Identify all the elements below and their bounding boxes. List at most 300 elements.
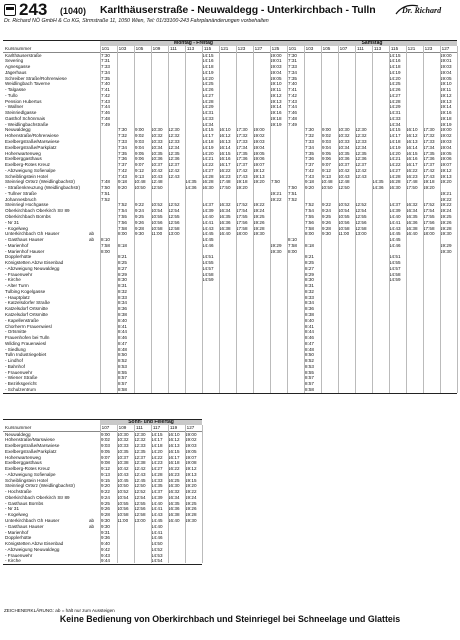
departure-time: 12:37 [168, 162, 180, 168]
departure-time: 14:17 [151, 437, 163, 443]
departure-time: 9:20 [118, 185, 127, 191]
departure-time: 7:56 [305, 219, 314, 225]
departure-time: 7:35 [305, 150, 314, 156]
departure-time: 10:56 [338, 219, 350, 225]
departure-time: 12:42 [355, 167, 367, 173]
stop-name: Scheiblingstein Hotel [5, 173, 48, 179]
departure-time: 14:16 [389, 58, 401, 64]
departure-time: 10:56 [151, 219, 163, 225]
stop-name: - Bezirksgericht [5, 381, 37, 387]
departure-time: 7:33 [305, 139, 314, 145]
departure-time: 16:32 [168, 489, 180, 495]
departure-time: 10:58 [338, 225, 350, 231]
column-divider [117, 425, 118, 564]
departure-time: 7:31 [101, 58, 110, 64]
departure-time: 9:26 [135, 219, 144, 225]
stop-name: Königstetten Abzw Eisenbad [5, 541, 64, 547]
departure-time: 19:02 [185, 437, 197, 443]
departure-time: 19:30 [440, 231, 452, 237]
course-number: 127 [186, 424, 195, 430]
table-rule [3, 419, 202, 420]
departure-time: 9:18 [305, 179, 314, 185]
departure-time: 16:25 [168, 477, 180, 483]
column-divider [202, 425, 203, 564]
departure-time: 9:00 [101, 431, 110, 437]
departure-time: 8:40 [118, 317, 127, 323]
departure-time: 14:15 [151, 431, 163, 437]
departure-time: 19:13 [253, 173, 265, 179]
stop-name: Exelbergstraße/Marswiese [5, 443, 60, 449]
departure-time: 14:18 [151, 443, 163, 449]
departure-time: 8:41 [305, 323, 314, 329]
departure-time: 8:57 [305, 381, 314, 387]
departure-time: 16:10 [219, 127, 231, 133]
departure-time: 14:25 [389, 81, 401, 87]
departure-time: 17:54 [423, 208, 435, 214]
departure-time: 7:34 [305, 144, 314, 150]
departure-time: 12:58 [168, 225, 180, 231]
column-divider [270, 46, 271, 393]
table-rule [3, 40, 457, 41]
departure-time: 7:30 [118, 127, 127, 133]
departure-time: 12:56 [134, 506, 146, 512]
departure-time: 10:48 [134, 179, 146, 185]
departure-time: 14:55 [202, 260, 214, 266]
departure-time: 14:29 [389, 104, 401, 110]
departure-time: 7:52 [118, 202, 127, 208]
departure-time: 10:43 [338, 173, 350, 179]
course-number: 107 [339, 45, 348, 51]
departure-time: 12:35 [168, 150, 180, 156]
departure-time: 7:37 [118, 162, 127, 168]
departure-time: 9:36 [101, 535, 110, 541]
departure-time: 17:37 [236, 162, 248, 168]
stop-name: Oberkirchbach Oberkirch Str 89 [5, 494, 70, 500]
departure-time: 9:43 [101, 552, 110, 558]
departure-time: 8:10 [288, 237, 297, 243]
departure-time: 8:58 [305, 386, 314, 392]
departure-time: 11:00 [117, 518, 129, 524]
departure-time: 9:30 [101, 518, 110, 524]
departure-time: 7:58 [118, 225, 127, 231]
departure-time: 7:55 [118, 213, 127, 219]
course-number: 109 [118, 424, 127, 430]
stop-name: - Schulzentrum [5, 386, 36, 392]
departure-time: 19:18 [440, 115, 452, 121]
departure-time: 12:36 [168, 156, 180, 162]
departure-time: 10:43 [151, 173, 163, 179]
departure-time: 19:10 [440, 81, 452, 87]
departure-time: 14:35 [151, 483, 163, 489]
course-number: 115 [203, 45, 212, 51]
stop-name: Exelbergstraße/Marswiese [5, 139, 60, 145]
departure-time: 17:35 [423, 150, 435, 156]
departure-time: 14:22 [389, 162, 401, 168]
departure-time: 14:52 [151, 546, 163, 552]
departure-time: 14:28 [389, 98, 401, 104]
departure-time: 17:56 [236, 219, 248, 225]
departure-time: 19:25 [253, 213, 265, 219]
departure-time: 10:56 [117, 506, 129, 512]
stop-name: Dopplerhütte [5, 535, 32, 541]
departure-time: 7:48 [101, 179, 110, 185]
departure-time: 19:16 [270, 110, 282, 116]
departure-time: 7:44 [101, 104, 110, 110]
course-number: 103 [305, 45, 314, 51]
departure-time: 17:35 [236, 150, 248, 156]
column-divider [100, 46, 101, 393]
departure-time: 14:46 [151, 535, 163, 541]
departure-time: 14:28 [202, 173, 214, 179]
departure-time: 16:38 [406, 225, 418, 231]
departure-time: 16:36 [168, 506, 180, 512]
departure-time: 12:43 [355, 173, 367, 179]
course-number: 115 [390, 45, 399, 51]
departure-time: 10:55 [117, 500, 129, 506]
departure-time: 9:05 [135, 150, 144, 156]
stop-name: - Marienhof [5, 242, 29, 248]
stop-name: Höhenstraße/Rohrerwiese [5, 133, 59, 139]
stop-name: - Katzelsdorfer Straße [5, 300, 50, 306]
departure-time: 14:26 [389, 87, 401, 93]
stop-name: Steinriegl Ortsrz (Weidlingbachstr) [5, 483, 75, 489]
departure-time: 8:32 [305, 288, 314, 294]
departure-time: 9:03 [135, 139, 144, 145]
departure-time: 8:52 [305, 358, 314, 364]
departure-time: 7:34 [101, 69, 110, 75]
departure-time: 19:22 [270, 196, 282, 202]
departure-time: 17:36 [423, 156, 435, 162]
departure-time: 14:35 [185, 179, 197, 185]
column-divider [168, 46, 169, 393]
departure-time: 16:17 [168, 454, 180, 460]
course-number: 123 [424, 45, 433, 51]
course-number: 105 [322, 45, 331, 51]
departure-time: 17:50 [219, 185, 231, 191]
departure-time: 9:02 [101, 437, 110, 443]
departure-time: 12:54 [134, 494, 146, 500]
departure-time: 9:02 [135, 133, 144, 139]
departure-time: 9:05 [322, 150, 331, 156]
stop-name: Unterkirchbach Gh Hauser [5, 231, 60, 237]
course-number: 101 [101, 45, 110, 51]
departure-time: 17:43 [236, 173, 248, 179]
departure-time: 10:58 [117, 512, 129, 518]
departure-time: 7:54 [305, 208, 314, 214]
stop-name: Oberkirchbach Bornbs [5, 213, 51, 219]
stop-name: Neuwaldegg [5, 431, 31, 437]
stop-name: - Kogelweg [5, 225, 28, 231]
departure-time: 7:33 [288, 64, 297, 70]
route-code: (1040) [60, 6, 87, 16]
column-divider [185, 425, 186, 564]
departure-time: 16:30 [202, 185, 214, 191]
departure-time: 9:25 [101, 500, 110, 506]
stop-name: Katzelsdorf Ortsmitte [5, 311, 48, 317]
stop-name: Exelberg-Rotes Kreuz [5, 162, 50, 168]
column-divider [457, 46, 458, 393]
departure-time: 16:35 [219, 213, 231, 219]
departure-time: 7:32 [118, 133, 127, 139]
stop-name: - Frauenwehr [5, 552, 33, 558]
departure-time: 14:19 [389, 69, 401, 75]
departure-time: 10:34 [151, 144, 163, 150]
departure-time: 9:22 [101, 489, 110, 495]
departure-time: 19:03 [185, 443, 197, 449]
departure-time: 7:52 [305, 202, 314, 208]
departure-time: 9:24 [135, 208, 144, 214]
departure-time: 14:15 [202, 52, 214, 58]
departure-time: 19:19 [440, 121, 452, 127]
stop-name: Severing [5, 58, 24, 64]
departure-time: 12:30 [355, 127, 367, 133]
departure-time: 12:50 [338, 185, 350, 191]
departure-time: 14:27 [202, 92, 214, 98]
departure-time: 8:44 [118, 329, 127, 335]
departure-time: 10:52 [117, 489, 129, 495]
departure-time: 8:46 [305, 335, 314, 341]
departure-time: 19:08 [185, 460, 197, 466]
departure-time: 16:38 [219, 225, 231, 231]
departure-time: 11:00 [151, 231, 163, 237]
departure-time: 14:35 [372, 179, 384, 185]
stop-name: - Kogelweg [5, 512, 28, 518]
column-divider [117, 46, 118, 393]
departure-time: 12:32 [355, 133, 367, 139]
departure-time: 10:48 [321, 179, 333, 185]
departure-time: 7:37 [305, 162, 314, 168]
departure-time: 10:34 [338, 144, 350, 150]
departure-time: 16:22 [219, 167, 231, 173]
departure-time: 9:15 [101, 477, 110, 483]
departure-time: 7:35 [101, 75, 110, 81]
stop-name: - Straßenkreuzung (Weidlingbachstr) [5, 185, 80, 191]
departure-time: 8:50 [118, 352, 127, 358]
stop-name: Karlthäuserstraße [5, 52, 42, 58]
departure-time: 9:12 [101, 466, 110, 472]
stop-name: - Gasthaus Hauser [5, 523, 44, 529]
departure-time: 14:19 [202, 69, 214, 75]
departure-time: 7:36 [118, 156, 127, 162]
service-notice: Keine Bedienung von Oberkirchbach und Steinriegel bei Schneelage und Glatteis [59, 614, 401, 624]
departure-time: 10:32 [151, 133, 163, 139]
departure-time: 10:54 [117, 494, 129, 500]
departure-time: 7:41 [101, 87, 110, 93]
departure-time: 12:54 [168, 208, 180, 214]
departure-time: 9:06 [322, 156, 331, 162]
departure-time: 14:28 [151, 471, 163, 477]
departure-time: 7:35 [118, 150, 127, 156]
departure-time: 9:42 [101, 546, 110, 552]
departure-time: 19:04 [253, 144, 265, 150]
departure-time: 7:30 [305, 127, 314, 133]
departure-time: 19:01 [440, 58, 452, 64]
column-divider [168, 425, 169, 564]
departure-time: 14:27 [151, 466, 163, 472]
departure-time: 19:18 [423, 179, 435, 185]
departure-time: 12:36 [355, 156, 367, 162]
departure-time: 8:36 [118, 306, 127, 312]
departure-time: 10:37 [117, 454, 129, 460]
departure-time: 8:33 [118, 294, 127, 300]
stop-name: Tulbing Kogelgasse [5, 288, 46, 294]
departure-time: 16:23 [219, 173, 231, 179]
column-divider [134, 46, 135, 393]
departure-time: 10:32 [338, 133, 350, 139]
departure-time: 7:52 [101, 196, 110, 202]
departure-time: 14:41 [151, 506, 163, 512]
departure-time: 10:55 [151, 213, 163, 219]
departure-time: 14:33 [202, 115, 214, 121]
departure-time: 19:20 [185, 483, 197, 489]
departure-time: 8:55 [305, 369, 314, 375]
departure-time: 13:00 [134, 518, 146, 524]
departure-time: 19:22 [185, 489, 197, 495]
stop-row [3, 431, 203, 438]
departure-time: 9:12 [135, 167, 144, 173]
departure-time: 19:22 [440, 202, 452, 208]
departure-time: 17:54 [236, 208, 248, 214]
course-number: 105 [135, 45, 144, 51]
departure-time: 10:33 [151, 139, 163, 145]
saturday-band: Samstag [287, 40, 457, 46]
departure-time: 16:40 [168, 518, 180, 524]
departure-time: 16:23 [406, 173, 418, 179]
departure-time: 7:46 [101, 110, 110, 116]
departure-time: 10:33 [117, 443, 129, 449]
departure-time: 8:21 [305, 254, 314, 260]
departure-time: 10:35 [117, 448, 129, 454]
departure-time: 19:07 [440, 162, 452, 168]
stop-name: Hohenwartenweg [5, 150, 41, 156]
departure-time: 8:10 [101, 237, 110, 243]
departure-time: 7:43 [118, 173, 127, 179]
departure-time: 14:31 [202, 110, 214, 116]
departure-time: 14:58 [389, 271, 401, 277]
stop-name: - Frauenwehr [5, 271, 33, 277]
departure-time: 17:37 [423, 162, 435, 168]
departure-time: 12:33 [134, 443, 146, 449]
departure-time: 14:36 [372, 185, 384, 191]
departure-time: 9:24 [322, 208, 331, 214]
departure-time: 14:18 [389, 139, 401, 145]
departure-time: 12:48 [338, 179, 350, 185]
departure-time: 8:32 [118, 288, 127, 294]
departure-time: 14:57 [389, 265, 401, 271]
stop-name: - Wallner [5, 104, 24, 110]
departure-time: 8:31 [305, 283, 314, 289]
departure-time: 19:12 [253, 167, 265, 173]
operator-logo-text: Dr. Richard [402, 6, 442, 15]
departure-time: 7:43 [288, 98, 297, 104]
departure-time: 9:25 [135, 213, 144, 219]
column-divider [338, 46, 339, 393]
stop-name: - Abzweigung Sofienalpe [5, 167, 56, 173]
departure-time: 14:15 [389, 52, 401, 58]
departure-time: 19:25 [440, 213, 452, 219]
departure-time: 9:00 [135, 127, 144, 133]
departure-time: 9:04 [322, 144, 331, 150]
departure-time: 9:22 [322, 202, 331, 208]
departure-time: 10:42 [151, 167, 163, 173]
stop-name: - Wiener Straße [5, 375, 38, 381]
departure-time: 10:54 [338, 208, 350, 214]
departure-time: 16:12 [406, 133, 418, 139]
departure-time: 7:44 [288, 104, 297, 110]
departure-time: 14:45 [389, 231, 401, 237]
departure-time: 12:34 [355, 144, 367, 150]
departure-time: 12:35 [134, 448, 146, 454]
departure-time: 12:55 [168, 213, 180, 219]
departure-time: 12:30 [168, 127, 180, 133]
departure-time: 19:30 [253, 231, 265, 237]
departure-time: 16:10 [406, 127, 418, 133]
departure-time: 7:34 [118, 144, 127, 150]
departure-time: 19:05 [185, 448, 197, 454]
stop-name: - Lindhof [5, 358, 23, 364]
column-divider [372, 46, 373, 393]
departure-time: 16:22 [406, 167, 418, 173]
departure-time: 16:30 [168, 483, 180, 489]
departure-time: 19:06 [253, 156, 265, 162]
table-rule [3, 564, 202, 565]
departure-time: 12:30 [134, 431, 146, 437]
departure-time: 19:12 [440, 167, 452, 173]
departure-time: 16:10 [168, 431, 180, 437]
departure-time: 12:50 [151, 185, 163, 191]
departure-time: 19:25 [185, 500, 197, 506]
departure-time: 14:33 [151, 477, 163, 483]
departure-time: 9:13 [101, 471, 110, 477]
departure-time: 7:30 [101, 52, 110, 58]
departure-time: 16:40 [406, 231, 418, 237]
departure-time: 16:16 [219, 156, 231, 162]
stop-name: - Kirche [5, 277, 21, 283]
departure-time: 9:08 [101, 460, 110, 466]
departure-time: 16:30 [389, 185, 401, 191]
departure-time: 14:18 [202, 64, 214, 70]
departure-time: 7:40 [288, 81, 297, 87]
departure-time: 12:56 [168, 219, 180, 225]
departure-time: 16:15 [168, 448, 180, 454]
departure-time: 12:43 [168, 173, 180, 179]
departure-time: 19:24 [253, 208, 265, 214]
departure-time: 14:18 [202, 139, 214, 145]
departure-time: 19:20 [440, 179, 452, 185]
departure-time: 16:18 [168, 460, 180, 466]
departure-time: 16:36 [406, 219, 418, 225]
departure-time: 17:34 [423, 144, 435, 150]
departure-time: 14:20 [151, 448, 163, 454]
departure-time: 14:51 [389, 254, 401, 260]
departure-time: 9:40 [101, 541, 110, 547]
departure-time: 9:30 [101, 523, 110, 529]
stop-name: Oberkirchbach Oberkirch Str 89 [5, 208, 70, 214]
departure-time: 7:51 [101, 190, 110, 196]
departure-time: 14:45 [151, 518, 163, 524]
departure-time: 14:43 [202, 225, 214, 231]
departure-time: 14:16 [202, 58, 214, 64]
departure-time: 8:25 [305, 260, 314, 266]
departure-time: 14:18 [389, 64, 401, 70]
departure-time: 13:00 [355, 231, 367, 237]
departure-time: 19:24 [185, 494, 197, 500]
stop-name: - Tullner Straße [5, 190, 37, 196]
departure-time: 9:12 [322, 167, 331, 173]
stop-name: - Gasthaus Hauser [5, 237, 44, 243]
departure-time: 19:20 [253, 179, 265, 185]
course-number: 121 [407, 45, 416, 51]
